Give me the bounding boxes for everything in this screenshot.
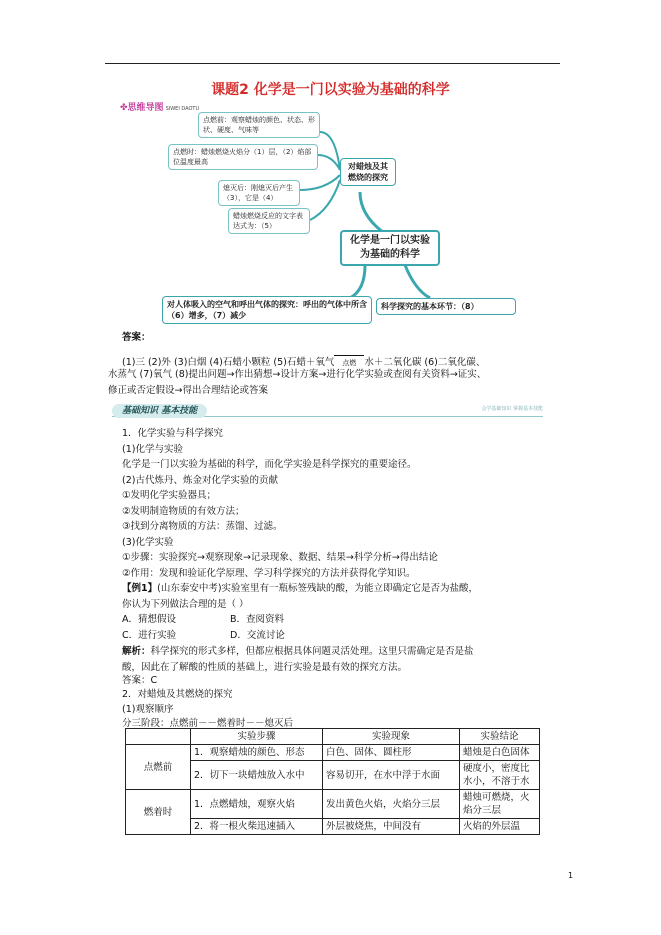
section-2-sub: (1)观察顺序 xyxy=(122,704,174,715)
conclusion-cell: 火焰的外层温 xyxy=(460,819,540,835)
node-breath-inquiry: 对人体吸入的空气和呼出气体的探究：呼出的气体中所含（6）增多，（7）减少 xyxy=(162,296,372,324)
step-cell: 2．将一根火柴迅速插入 xyxy=(191,819,323,835)
experiment-table xyxy=(125,728,540,835)
step-cell: 1．点燃蜡烛，观察火焰 xyxy=(191,790,323,819)
answers-line-1: (1)三 (2)外 (3)白烟 (4)石蜡小颗粒 (5)石蜡＋氧气 点燃 水＋二氧化碳 (6)二氧化碳、 xyxy=(122,350,485,370)
example-question-line-2: 你认为下列做法合理的是（ ） xyxy=(122,599,249,610)
conclusion-cell: 蜡烛是白色固体 xyxy=(460,745,540,761)
table-row xyxy=(126,745,540,761)
body-line: ②作用：发现和验证化学原理、学习科学探究的方法并获得化学知识。 xyxy=(122,568,416,579)
table-row xyxy=(126,790,540,819)
node-central-topic: 化学是一门以实验为基础的科学 xyxy=(340,230,440,266)
header-rule xyxy=(105,63,560,64)
body-line: ①发明化学实验器具； xyxy=(122,490,217,501)
section-2-stages: 分三阶段：点燃前－－燃着时－－熄灭后 xyxy=(122,718,294,729)
option-b: B．查阅资料 xyxy=(230,614,285,625)
mind-map-tag: ✤思维导图 SIWEI DAOTU xyxy=(120,103,200,113)
stage-cell: 燃着时 xyxy=(126,790,191,835)
section-2-heading: 2．对蜡烛及其燃烧的探究 xyxy=(122,689,233,700)
section-banner xyxy=(112,404,543,418)
node-word-equation: 蜡烛燃烧反应的文字表达式为：（5） xyxy=(228,208,310,234)
phenomenon-cell: 发出黄色火焰，火焰分三层 xyxy=(323,790,460,819)
phenomenon-cell: 容易切开，在水中浮于水面 xyxy=(323,761,460,790)
body-line: (3)化学实验 xyxy=(122,537,174,548)
node-after-extinguish: 熄灭后：刚熄灭后产生（3），它是（4） xyxy=(218,180,300,206)
banner-label: 基础知识 基本技能 xyxy=(112,404,207,418)
table-header: 实验结论 xyxy=(460,729,540,745)
answers-line-2: 水蒸气 (7)氧气 (8)提出问题→作出猜想→设计方案→进行化学实验或查阅有关资料→证实、 xyxy=(108,369,487,380)
page-number: 1 xyxy=(568,871,574,880)
phenomenon-cell: 外层被烧焦，中间没有 xyxy=(323,819,460,835)
answers-line-3: 修正或否定假设→得出合理结论或答案 xyxy=(108,385,268,396)
page-title: 课题2 化学是一门以实验为基础的科学 xyxy=(211,82,450,98)
option-a: A．猜想假设 xyxy=(122,614,176,625)
node-inquiry-steps: 科学探究的基本环节：（8） xyxy=(376,298,516,315)
option-c: C．进行实验 xyxy=(122,630,177,641)
body-line: ①步骤：实验探究→观察现象→记录现象、数据、结果→科学分析→得出结论 xyxy=(122,552,438,563)
example-question-line-1: 【例1】(山东泰安中考)实验室里有一瓶标签残缺的酸，为能立即确定它是否为盐酸， xyxy=(122,583,479,594)
stage-cell: 点燃前 xyxy=(126,745,191,790)
mind-map xyxy=(120,100,540,328)
conclusion-cell: 蜡烛可燃烧，火焰分三层 xyxy=(460,790,540,819)
banner-right-text: 会学基础知识 掌握基本技能 xyxy=(481,406,543,412)
option-d: D．交流讨论 xyxy=(230,630,285,641)
table-header: 实验现象 xyxy=(323,729,460,745)
step-cell: 2．切下一块蜡烛放入水中 xyxy=(191,761,323,790)
body-line: 1．化学实验与科学探究 xyxy=(122,428,224,439)
step-cell: 1．观察蜡烛的颜色、形态 xyxy=(191,745,323,761)
body-line: ②发明制造物质的有效方法； xyxy=(122,506,245,517)
table-header: 实验步骤 xyxy=(191,729,323,745)
node-while-burning: 点燃时：蜡烛燃烧火焰分（1）层，（2）焰部位温度最高 xyxy=(168,144,318,170)
phenomenon-cell: 白色、固体、圆柱形 xyxy=(323,745,460,761)
body-line: (1)化学与实验 xyxy=(122,444,183,455)
mind-map-connectors xyxy=(120,100,540,328)
body-line: ③找到分离物质的方法：蒸馏、过滤。 xyxy=(122,521,283,532)
answers-label: 答案： xyxy=(122,332,151,343)
body-line: 化学是一门以实验为基础的科学，而化学实验是科学探究的重要途径。 xyxy=(122,459,417,470)
node-candle-inquiry: 对蜡烛及其燃烧的探究 xyxy=(340,158,396,186)
reaction-arrow: 点燃 xyxy=(334,350,364,370)
body-line: (2)古代炼丹、炼金对化学实验的贡献 xyxy=(122,475,278,486)
analysis-line-1: 解析：科学探究的形式多样，但都应根据具体问题灵活处理。这里只需确定是否是盐 xyxy=(122,646,474,657)
analysis-line-2: 酸，因此在了解酸的性质的基础上，进行实验是最有效的探究方法。 xyxy=(122,662,408,673)
conclusion-cell: 硬度小，密度比水小，不溶于水 xyxy=(460,761,540,790)
example-answer: 答案：C xyxy=(122,675,158,686)
node-before-lighting: 点燃前：观察蜡烛的颜色、状态、形状、硬度、气味等 xyxy=(198,112,320,138)
